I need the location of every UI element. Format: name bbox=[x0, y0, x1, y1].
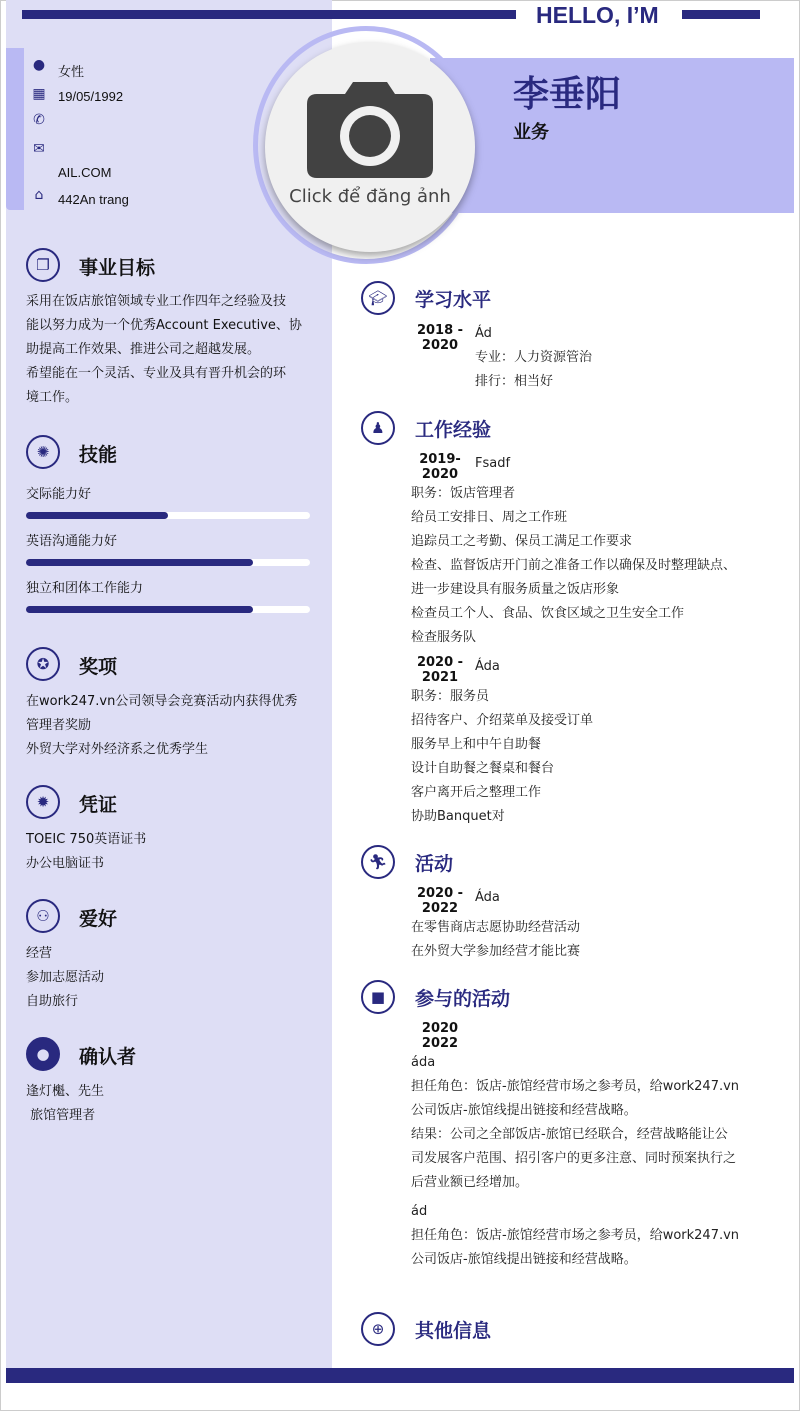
text-line: 追踪员工之考勤、保员工满足工作要求 bbox=[411, 534, 633, 549]
graduation-cap-icon: 🎓︎ bbox=[361, 281, 395, 315]
hobbies-text[interactable] bbox=[26, 942, 316, 1014]
certs-heading: 凭证 bbox=[79, 794, 118, 816]
projects-details[interactable] bbox=[411, 1200, 739, 1272]
text-line: 参加志愿活动 bbox=[26, 970, 105, 985]
work-details[interactable] bbox=[411, 685, 593, 829]
home-icon: ⌂ bbox=[34, 187, 44, 203]
other-heading: 其他信息 bbox=[415, 1320, 492, 1342]
awards-text[interactable] bbox=[26, 690, 316, 762]
text-line: 管理者奖励 bbox=[26, 718, 92, 733]
address[interactable]: 442An trang bbox=[58, 192, 129, 207]
activities-date[interactable]: 2020 - 2022 bbox=[416, 886, 464, 916]
projects-heading: 参与的活动 bbox=[415, 988, 511, 1010]
calendar-icon: ▦ bbox=[32, 86, 46, 102]
camera-icon bbox=[307, 82, 433, 178]
skill-bar bbox=[26, 559, 310, 566]
text-line: ád bbox=[411, 1204, 428, 1219]
education-text[interactable] bbox=[475, 322, 592, 394]
gender[interactable]: 女性 bbox=[58, 64, 85, 79]
text-line: 客户离开后之整理工作 bbox=[411, 785, 542, 800]
referees-text[interactable] bbox=[26, 1080, 316, 1128]
hobbies-heading: 爱好 bbox=[79, 908, 118, 930]
text-line: 服务早上和中午自助餐 bbox=[411, 737, 542, 752]
education-heading: 学习水平 bbox=[415, 289, 492, 311]
book-icon: ❐ bbox=[26, 248, 60, 282]
text-line: 外贸大学对外经济系之优秀学生 bbox=[26, 742, 209, 757]
text-line: 职务：服务员 bbox=[411, 689, 490, 704]
work-company[interactable]: Fsadf bbox=[475, 456, 511, 471]
text-line: Ád bbox=[475, 326, 492, 341]
text-line: 在零售商店志愿协助经营活动 bbox=[411, 920, 581, 935]
text-line: 公司饭店-旅馆线提出链接和经营战略。 bbox=[411, 1103, 637, 1118]
person-icon: ● bbox=[26, 1037, 60, 1071]
text-line: 检查服务队 bbox=[411, 630, 477, 645]
briefcase-icon: ■ bbox=[361, 980, 395, 1014]
photo-upload-button[interactable] bbox=[265, 42, 475, 252]
text-line: 检查、监督饭店开门前之准备工作以确保及时整理缺点、 bbox=[411, 558, 737, 573]
skill-bar bbox=[26, 606, 310, 613]
text-line: áda bbox=[411, 1055, 436, 1070]
text-line: 境工作。 bbox=[26, 390, 79, 405]
text-line: 进一步建设具有服务质量之饭店形象 bbox=[411, 582, 620, 597]
text-line: 经营 bbox=[26, 946, 53, 961]
running-person-icon: 🏃︎ bbox=[361, 845, 395, 879]
skills-heading: 技能 bbox=[79, 444, 118, 466]
top-bar-right bbox=[682, 10, 760, 19]
bottom-bar bbox=[6, 1368, 794, 1383]
text-line: 协助Banquet对 bbox=[411, 809, 505, 824]
text-line: 排行：相当好 bbox=[475, 374, 554, 389]
hello-heading: HELLO, I’M bbox=[536, 2, 659, 28]
objective-text[interactable] bbox=[26, 290, 316, 410]
text-line: 设计自助餐之餐桌和餐台 bbox=[411, 761, 555, 776]
activities-name[interactable]: Áda bbox=[475, 890, 500, 905]
text-line: 专业：人力资源管治 bbox=[475, 350, 593, 365]
text-line: 结果：公司之全部饭店-旅馆已经联合，经营战略能让公 bbox=[411, 1127, 728, 1142]
work-details[interactable] bbox=[411, 482, 736, 650]
text-line: 担任角色：饭店-旅馆经营市场之参考员，给work247.vn bbox=[411, 1228, 740, 1243]
lightbulb-icon: ✺ bbox=[26, 435, 60, 469]
work-heading: 工作经验 bbox=[415, 419, 492, 441]
certificate-icon: ✹ bbox=[26, 785, 60, 819]
contact-strip bbox=[6, 48, 24, 210]
activities-heading: 活动 bbox=[415, 853, 454, 875]
text-line: 自助旅行 bbox=[26, 994, 79, 1009]
awards-heading: 奖项 bbox=[79, 656, 118, 678]
skill-bar bbox=[26, 512, 310, 519]
education-date[interactable]: 2018 - 2020 bbox=[416, 323, 464, 353]
text-line: 司发展客户范围、招引客户的更多注意、同时预案执行之 bbox=[411, 1151, 737, 1166]
text-line: 职务：饭店管理者 bbox=[411, 486, 516, 501]
text-line: 旅馆管理者 bbox=[26, 1108, 96, 1123]
projects-details[interactable] bbox=[411, 1051, 739, 1195]
employee-icon: ♟ bbox=[361, 411, 395, 445]
text-line: TOEIC 750英语证书 bbox=[26, 832, 147, 847]
skill-label[interactable]: 英语沟通能力好 bbox=[26, 534, 118, 549]
text-line: 能以努力成为一个优秀Account Executive、协 bbox=[26, 318, 302, 333]
top-bar-left bbox=[22, 10, 516, 19]
text-line: 采用在饭店旅馆领域专业工作四年之经验及技 bbox=[26, 294, 287, 309]
birthday[interactable]: 19/05/1992 bbox=[58, 89, 124, 104]
award-icon: ✪ bbox=[26, 647, 60, 681]
text-line: 公司饭店-旅馆线提出链接和经营战略。 bbox=[411, 1252, 637, 1267]
text-line: 招待客户、介绍菜单及接受订单 bbox=[411, 713, 594, 728]
work-date[interactable]: 2019- 2020 bbox=[419, 452, 461, 482]
text-line: 逢灯櫆、先生 bbox=[26, 1084, 105, 1099]
skill-label[interactable]: 交际能力好 bbox=[26, 487, 92, 502]
email-icon: ✉ bbox=[33, 141, 45, 157]
photo-upload-label: Click để đăng ảnh bbox=[289, 186, 451, 207]
text-line: 希望能在一个灵活、专业及具有晋升机会的环 bbox=[26, 366, 287, 381]
activities-details[interactable] bbox=[411, 916, 580, 964]
text-line: 给员工安排日、周之工作班 bbox=[411, 510, 568, 525]
gamepad-icon: ⚇ bbox=[26, 899, 60, 933]
job-title[interactable]: 业务 bbox=[513, 122, 549, 143]
objective-heading: 事业目标 bbox=[79, 257, 156, 279]
text-line: 担任角色：饭店-旅馆经营市场之参考员，给work247.vn bbox=[411, 1079, 740, 1094]
plus-circle-icon: ⊕ bbox=[361, 1312, 395, 1346]
text-line: 办公电脑证书 bbox=[26, 856, 105, 871]
work-date[interactable]: 2020 - 2021 bbox=[416, 655, 464, 685]
text-line: 助提高工作效果、推进公司之超越发展。 bbox=[26, 342, 261, 357]
text-line: 检查员工个人、食品、饮食区域之卫生安全工作 bbox=[411, 606, 685, 621]
projects-date[interactable]: 2020 2022 bbox=[421, 1021, 459, 1051]
text-line: 在外贸大学参加经营才能比赛 bbox=[411, 944, 581, 959]
user-icon: ● bbox=[32, 57, 46, 73]
email[interactable]: AIL.COM bbox=[58, 165, 112, 180]
full-name[interactable]: 李垂阳 bbox=[513, 74, 622, 115]
text-line: 后营业额已经增加。 bbox=[411, 1175, 529, 1190]
phone-icon: ✆ bbox=[33, 112, 45, 128]
work-company[interactable]: Áda bbox=[475, 659, 500, 674]
text-line: 在work247.vn公司领导会竞赛活动内获得优秀 bbox=[26, 694, 298, 709]
referees-heading: 确认者 bbox=[79, 1046, 137, 1068]
skill-label[interactable]: 独立和团体工作能力 bbox=[26, 581, 144, 596]
certs-text[interactable] bbox=[26, 828, 316, 876]
